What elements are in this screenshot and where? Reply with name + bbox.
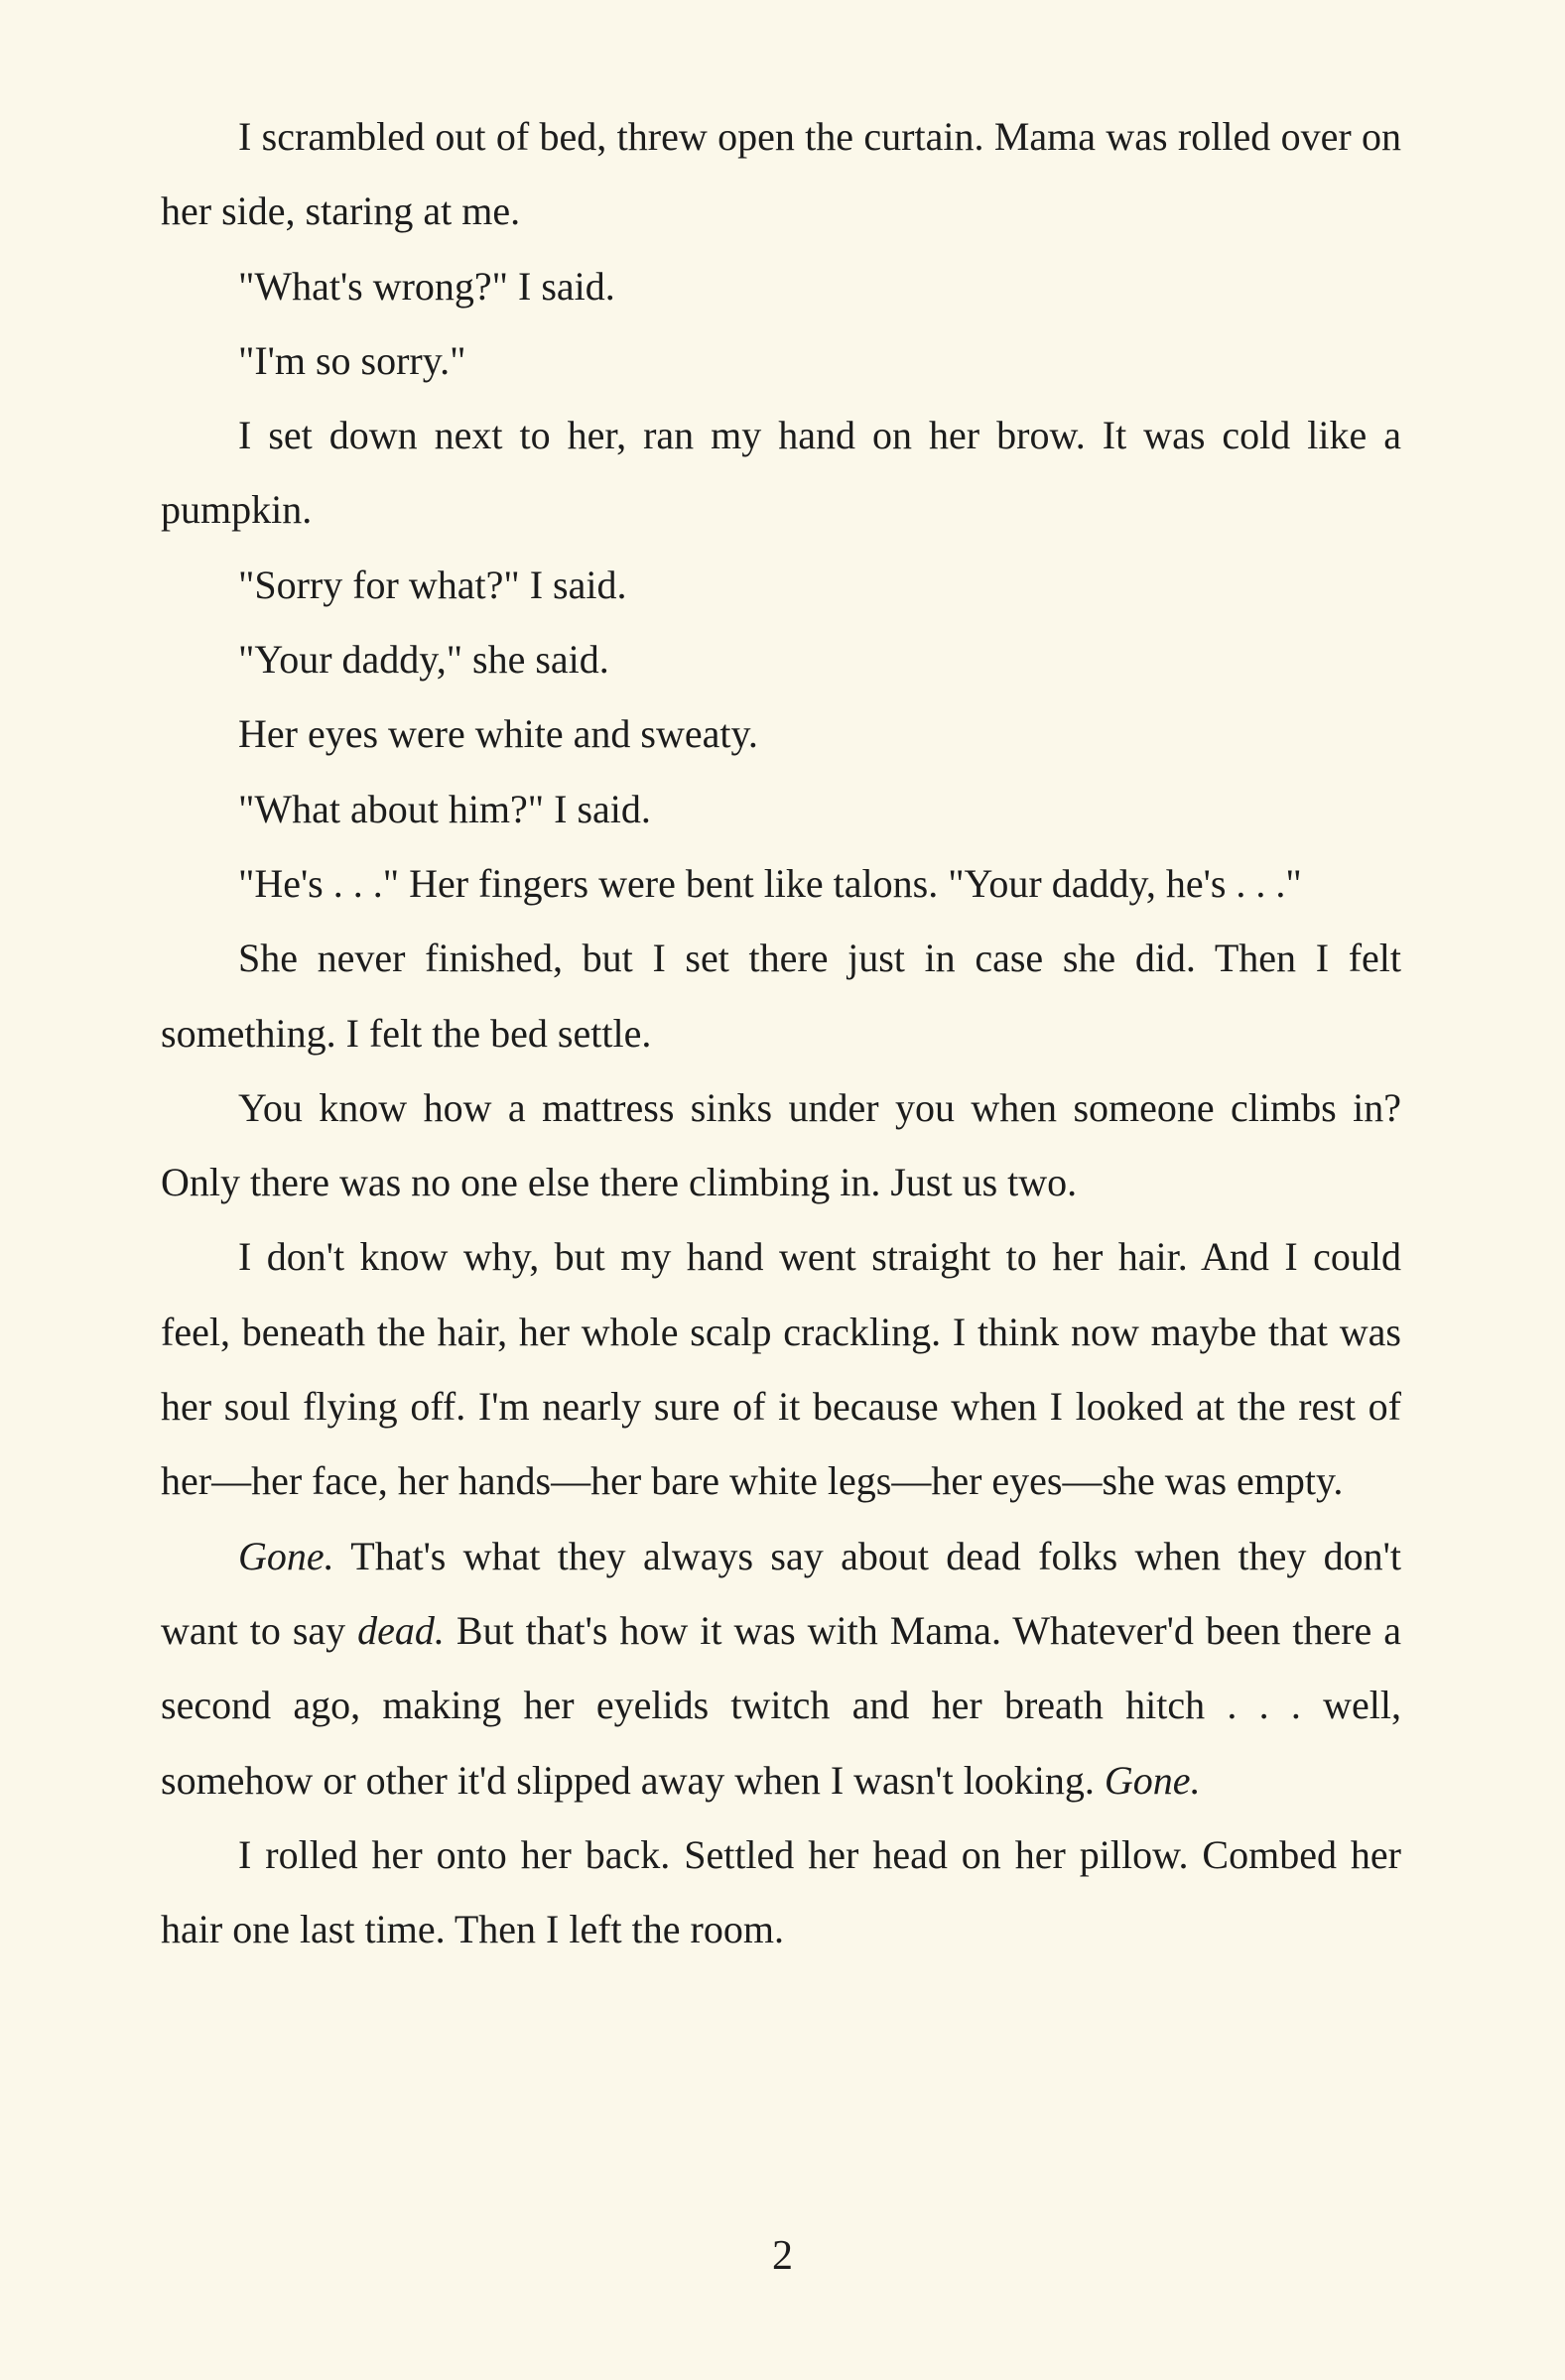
paragraph-gone: [161, 1519, 1401, 1817]
paragraph: "What's wrong?" I said.: [238, 263, 615, 309]
paragraph: Her eyes were white and sweaty.: [238, 711, 758, 757]
paragraph: You know how a mattress sinks under you when someone climbs in? Only there was no one else there climbing in. Just us two.: [161, 1084, 1401, 1205]
paragraph: I scrambled out of bed, threw open the curtain. Mama was rolled over on her side, staring at me.: [161, 114, 1401, 234]
paragraph: "He's . . ." Her fingers were bent like talons. "Your daddy, he's . . .": [238, 860, 1302, 906]
body-text: [161, 99, 1401, 1966]
paragraph: "Your daddy," she said.: [238, 637, 609, 683]
paragraph: "What about him?" I said.: [238, 786, 651, 831]
paragraph: She never finished, but I set there just in case she did. Then I felt something. I felt the bed settle.: [161, 936, 1401, 1056]
paragraph: "I'm so sorry.": [238, 337, 466, 383]
paragraph: "Sorry for what?" I said.: [238, 562, 627, 607]
paragraph: I set down next to her, ran my hand on her brow. It was cold like a pumpkin.: [161, 413, 1401, 533]
paragraph-final: I rolled her onto her back. Settled her head on her pillow. Combed her hair one last time. Then I left the room.: [161, 1831, 1401, 1952]
gone-text-part-2: But that's how it was with Mama. Whatever'd been there a second ago, making her eyelids twitch and her breath hitch . . . well, somehow or other it'd slipped away when I wasn't looking.: [161, 1607, 1402, 1803]
gone-text-part-1: That's what they always say about dead folks when they don't want to say: [161, 1533, 1401, 1653]
paragraph: I don't know why, but my hand went straight to her hair. And I could feel, beneath the hair, her whole scalp crackling. I think now maybe that was her soul flying off. I'm nearly sure of it because when I looked at the rest of her—her face, her hands—her bare white legs—her eyes—she was empty.: [161, 1234, 1401, 1504]
italic-word-gone: Gone.: [238, 1533, 334, 1578]
italic-word-gone-end: Gone.: [1104, 1757, 1201, 1803]
page-number: 2: [772, 2233, 793, 2279]
italic-word-dead: dead.: [357, 1607, 445, 1653]
